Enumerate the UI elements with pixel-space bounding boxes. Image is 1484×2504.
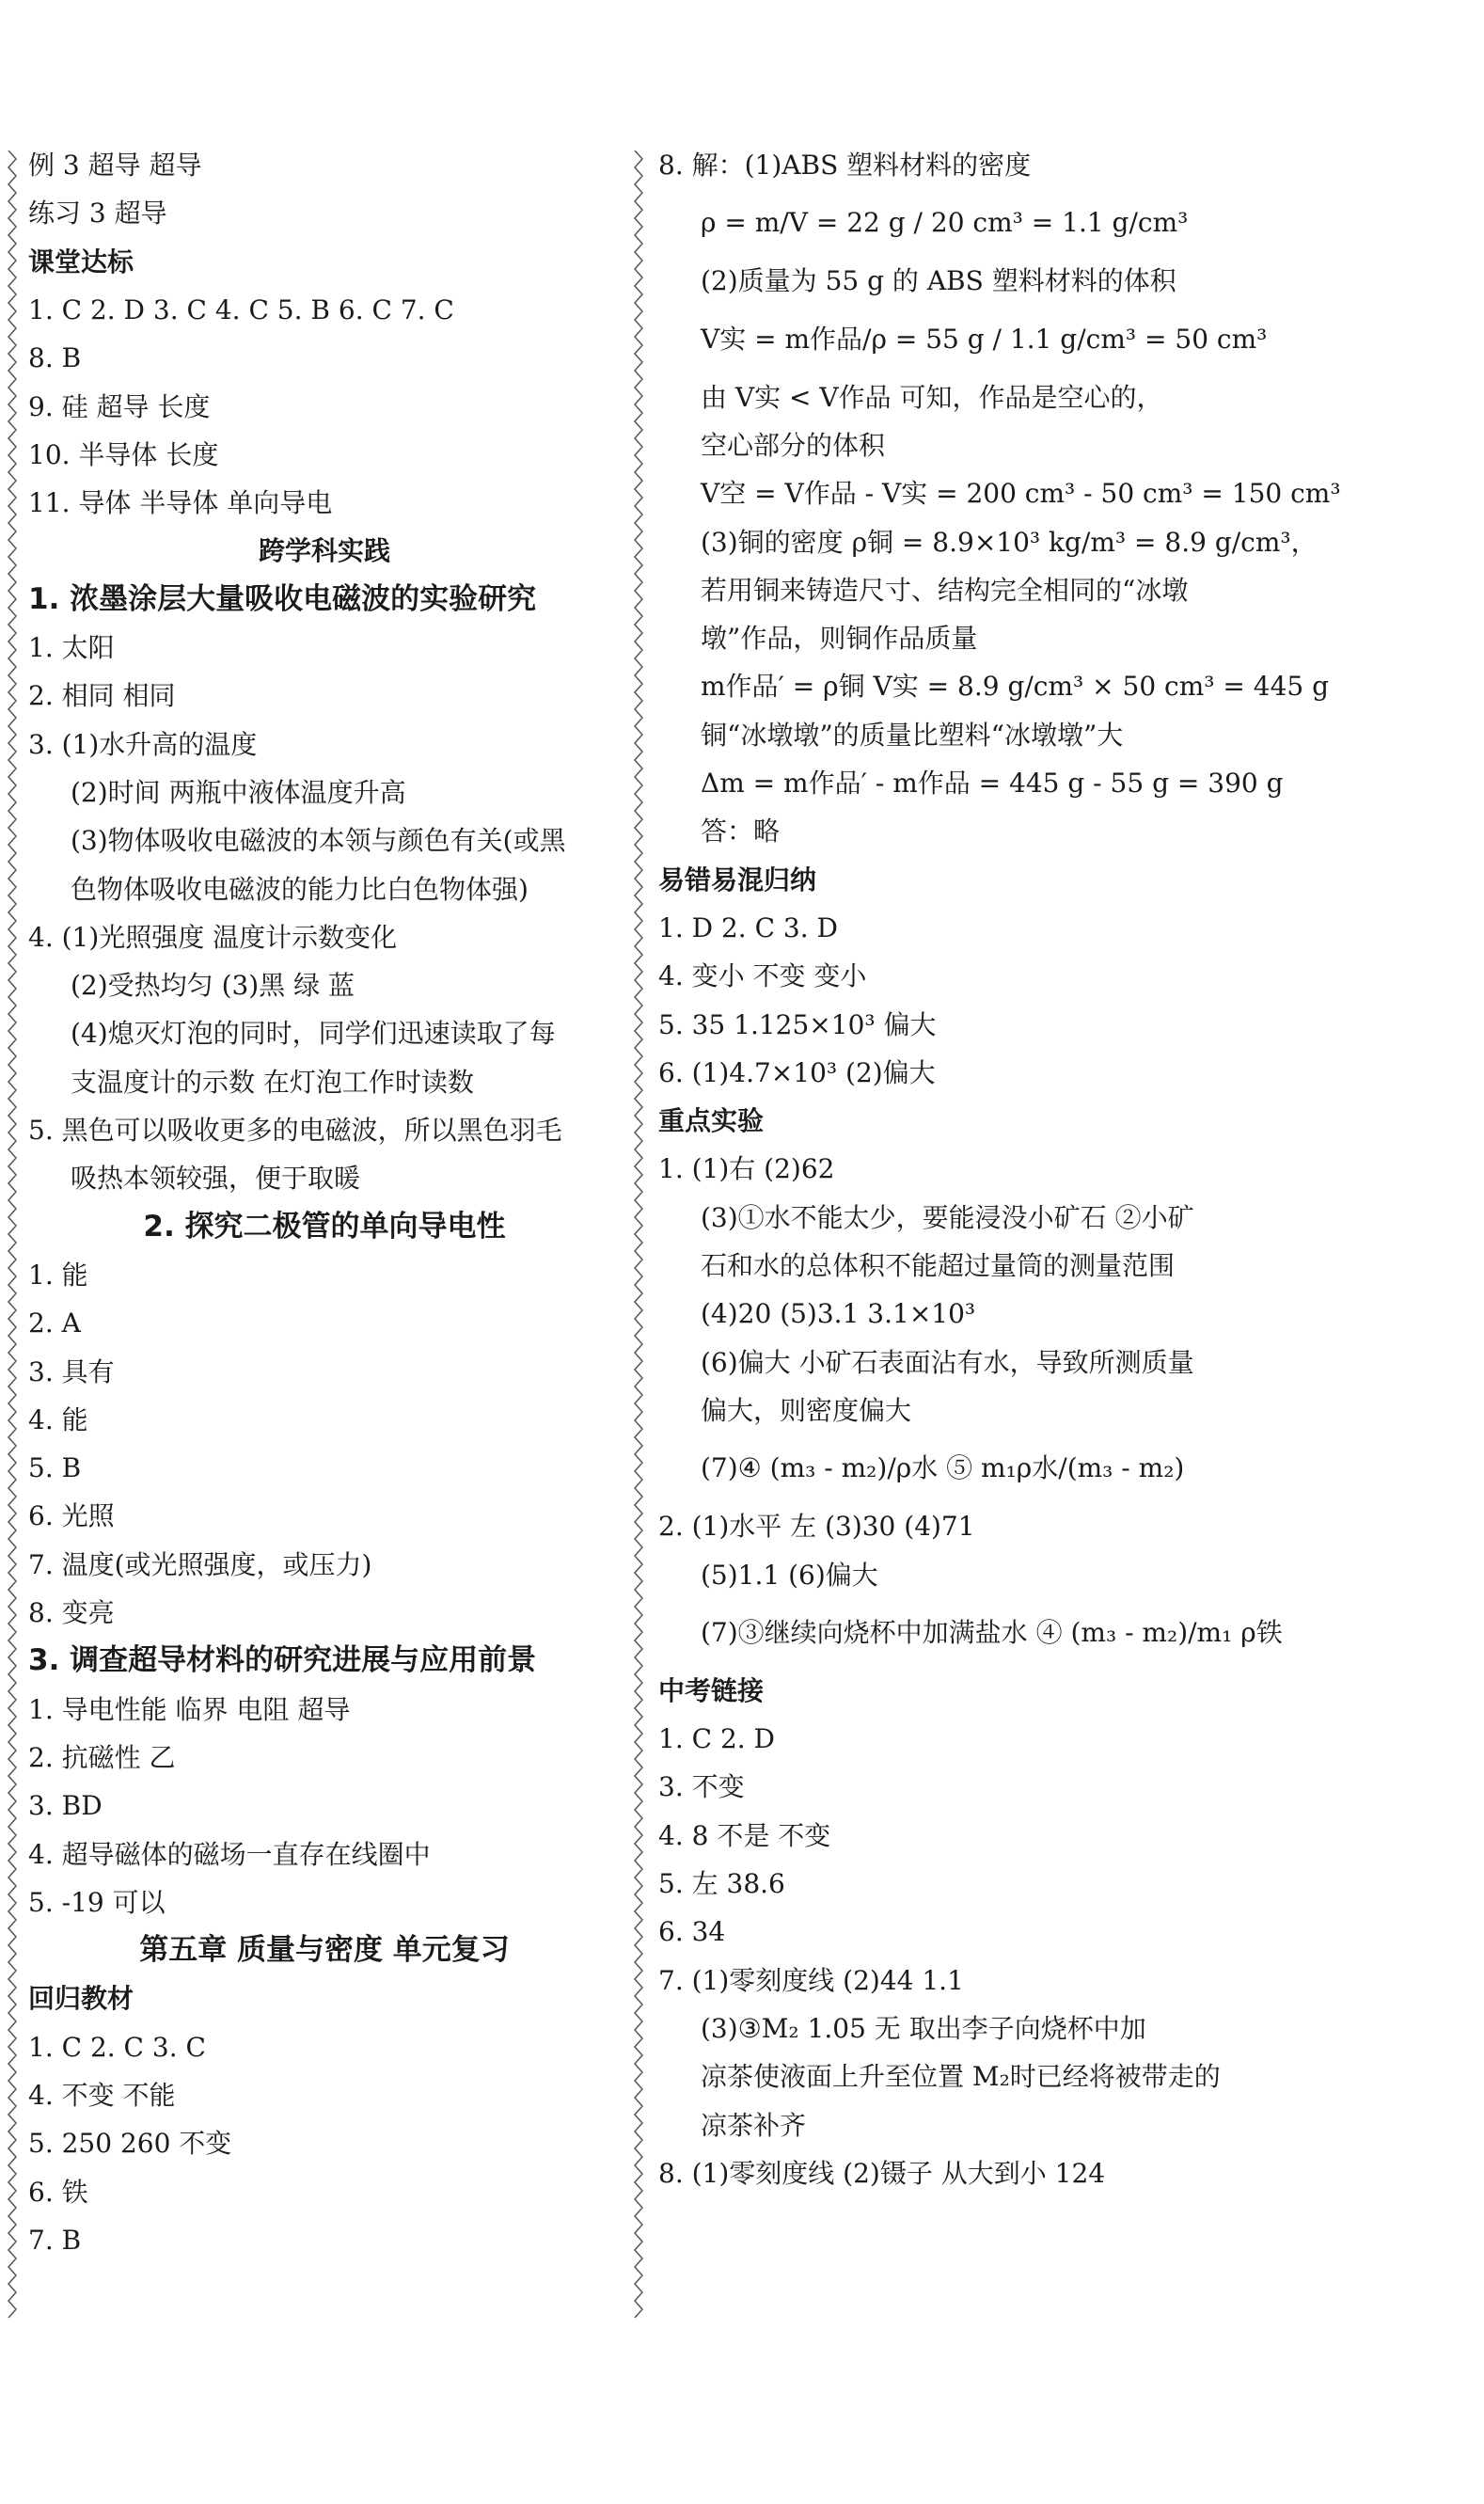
answer-line: 由 V实 < V作品 可知，作品是空心的， (701, 381, 1163, 413)
answer-line: 凉茶使液面上升至位置 M₂时已经将被带走的 (701, 2061, 1221, 2093)
answer-line: 8. 解：(1)ABS 塑料材料的密度 (658, 150, 1032, 181)
answer-line: 1. 太阳 (28, 632, 115, 663)
heading-line: 重点实验 (658, 1105, 765, 1137)
answer-line: 6. (1)4.7×10³ (2)偏大 (658, 1056, 936, 1088)
answer-line: 石和水的总体积不能超过量筒的测量范围 (701, 1250, 1176, 1281)
heading-line: 中考链接 (658, 1674, 765, 1706)
answer-line: 5. B (28, 1452, 82, 1484)
answer-line: 3. 不变 (658, 1771, 745, 1803)
answer-line: 2. (1)水平 左 (3)30 (4)71 (658, 1511, 975, 1543)
answer-line: 9. 硅 超导 长度 (28, 390, 211, 422)
heading-line: 课堂达标 (28, 246, 134, 277)
answer-line: 墩”作品，则铜作品质量 (701, 623, 978, 655)
answer-line: V实 = m作品/ρ = 55 g / 1.1 g/cm³ = 50 cm³ (701, 323, 1268, 355)
answer-line: 4. (1)光照强度 温度计示数变化 (28, 921, 398, 953)
answer-line: 若用铜来铸造尺寸、结构完全相同的“冰墩 (701, 574, 1189, 606)
answer-line: 吸热本领较强，便于取暖 (71, 1163, 361, 1195)
answer-line: 11. 导体 半导体 单向导电 (28, 487, 333, 519)
answer-line: 6. 光照 (28, 1500, 115, 1532)
answer-line: m作品′ = ρ铜 V实 = 8.9 g/cm³ × 50 cm³ = 445 g (701, 671, 1330, 703)
answer-line: 4. 变小 不变 变小 (658, 960, 867, 992)
column-divider-zigzag (632, 151, 645, 2323)
answer-line: 5. 250 260 不变 (28, 2128, 232, 2160)
answer-line: (7)③继续向烧杯中加满盐水 ④ (m₃ - m₂)/m₁ ρ铁 (701, 1616, 1283, 1648)
answer-line: (3)物体吸收电磁波的本领与颜色有关(或黑 (71, 825, 566, 857)
answer-line: 4. 能 (28, 1403, 88, 1435)
answer-line: (3)铜的密度 ρ铜 = 8.9×10³ kg/m³ = 8.9 g/cm³， (701, 526, 1318, 558)
heading-line: 回归教材 (28, 1983, 134, 2015)
answer-line: 空心部分的体积 (701, 429, 886, 461)
answer-line: 6. 铁 (28, 2176, 88, 2208)
answer-line: (3)①水不能太少，要能浸没小矿石 ②小矿 (701, 1201, 1194, 1233)
answer-line: 答：略 (701, 816, 781, 848)
heading-line: 2. 探究二极管的单向导电性 (143, 1209, 506, 1244)
heading-line: 3. 调查超导材料的研究进展与应用前景 (28, 1643, 537, 1678)
answer-line: 8. B (28, 342, 82, 374)
answer-line: 3. BD (28, 1790, 103, 1822)
answer-line: 7. (1)零刻度线 (2)44 1.1 (658, 1964, 964, 1996)
answer-line: V空 = V作品 - V实 = 200 cm³ - 50 cm³ = 150 cm³ (701, 478, 1341, 510)
answer-line: 例 3 超导 超导 (28, 150, 202, 181)
answer-line: 偏大，则密度偏大 (701, 1394, 912, 1426)
answer-line: 2. 相同 相同 (28, 680, 176, 712)
answer-line: 1. C 2. D (658, 1723, 776, 1755)
answer-line: 7. B (28, 2224, 82, 2256)
answer-line: 5. 左 38.6 (658, 1868, 785, 1899)
answer-line: 1. C 2. D 3. C 4. C 5. B 6. C 7. C (28, 293, 454, 325)
answer-line: 7. 温度(或光照强度，或压力) (28, 1548, 372, 1580)
answer-line: 1. (1)右 (2)62 (658, 1153, 835, 1185)
answer-line: (2)时间 两瓶中液体温度升高 (71, 776, 406, 808)
answer-line: (7)④ (m₃ - m₂)/ρ水 ⑤ m₁ρ水/(m₃ - m₂) (701, 1452, 1185, 1484)
answer-line: 6. 34 (658, 1916, 726, 1948)
heading-line: 跨学科实践 (258, 535, 390, 567)
answer-line: 3. 具有 (28, 1355, 115, 1387)
answer-line: (5)1.1 (6)偏大 (701, 1559, 878, 1591)
heading-line: 第五章 质量与密度 单元复习 (139, 1933, 510, 1968)
answer-line: 2. A (28, 1307, 81, 1339)
answer-line: 2. 抗磁性 乙 (28, 1741, 176, 1773)
answer-line: (2)质量为 55 g 的 ABS 塑料材料的体积 (701, 265, 1176, 297)
answer-line: 支温度计的示数 在灯泡工作时读数 (71, 1066, 474, 1098)
answer-line: Δm = m作品′ - m作品 = 445 g - 55 g = 390 g (701, 768, 1284, 799)
answer-line: (2)受热均匀 (3)黑 绿 蓝 (71, 970, 355, 1002)
answer-line: ρ = m/V = 22 g / 20 cm³ = 1.1 g/cm³ (701, 207, 1189, 239)
answer-line: 1. C 2. C 3. C (28, 2031, 206, 2063)
answer-line: 练习 3 超导 (28, 198, 167, 230)
answer-line: 4. 不变 不能 (28, 2080, 176, 2111)
answer-line: 4. 8 不是 不变 (658, 1819, 831, 1851)
answer-line: 4. 超导磁体的磁场一直存在线圈中 (28, 1838, 431, 1870)
answer-line: (4)熄灭灯泡的同时，同学们迅速读取了每 (71, 1018, 556, 1050)
answer-line: (6)偏大 小矿石表面沾有水，导致所测质量 (701, 1346, 1194, 1378)
answer-line: 1. D 2. C 3. D (658, 911, 838, 943)
answer-line: 1. 能 (28, 1259, 88, 1291)
answer-line: 3. (1)水升高的温度 (28, 728, 258, 760)
heading-line: 1. 浓墨涂层大量吸收电磁波的实验研究 (28, 581, 537, 616)
answer-line: 5. -19 可以 (28, 1886, 166, 1918)
left-margin-zigzag (6, 151, 19, 2323)
answer-line: 10. 半导体 长度 (28, 438, 219, 470)
answer-line: 5. 35 1.125×10³ 偏大 (658, 1008, 937, 1040)
answer-line: 铜“冰墩墩”的质量比塑料“冰墩墩”大 (701, 719, 1124, 751)
answer-line: 8. 变亮 (28, 1597, 115, 1628)
answer-line: 色物体吸收电磁波的能力比白色物体强) (71, 873, 529, 905)
answer-line: (3)③M₂ 1.05 无 取出李子向烧杯中加 (701, 2012, 1146, 2044)
answer-line: (4)20 (5)3.1 3.1×10³ (701, 1298, 976, 1330)
answer-line: 1. 导电性能 临界 电阻 超导 (28, 1693, 351, 1725)
answer-line: 凉茶补齐 (701, 2109, 807, 2141)
answer-line: 5. 黑色可以吸收更多的电磁波，所以黑色羽毛 (28, 1115, 562, 1146)
heading-line: 易错易混归纳 (658, 864, 817, 895)
answer-line: 8. (1)零刻度线 (2)镊子 从大到小 124 (658, 2157, 1106, 2189)
